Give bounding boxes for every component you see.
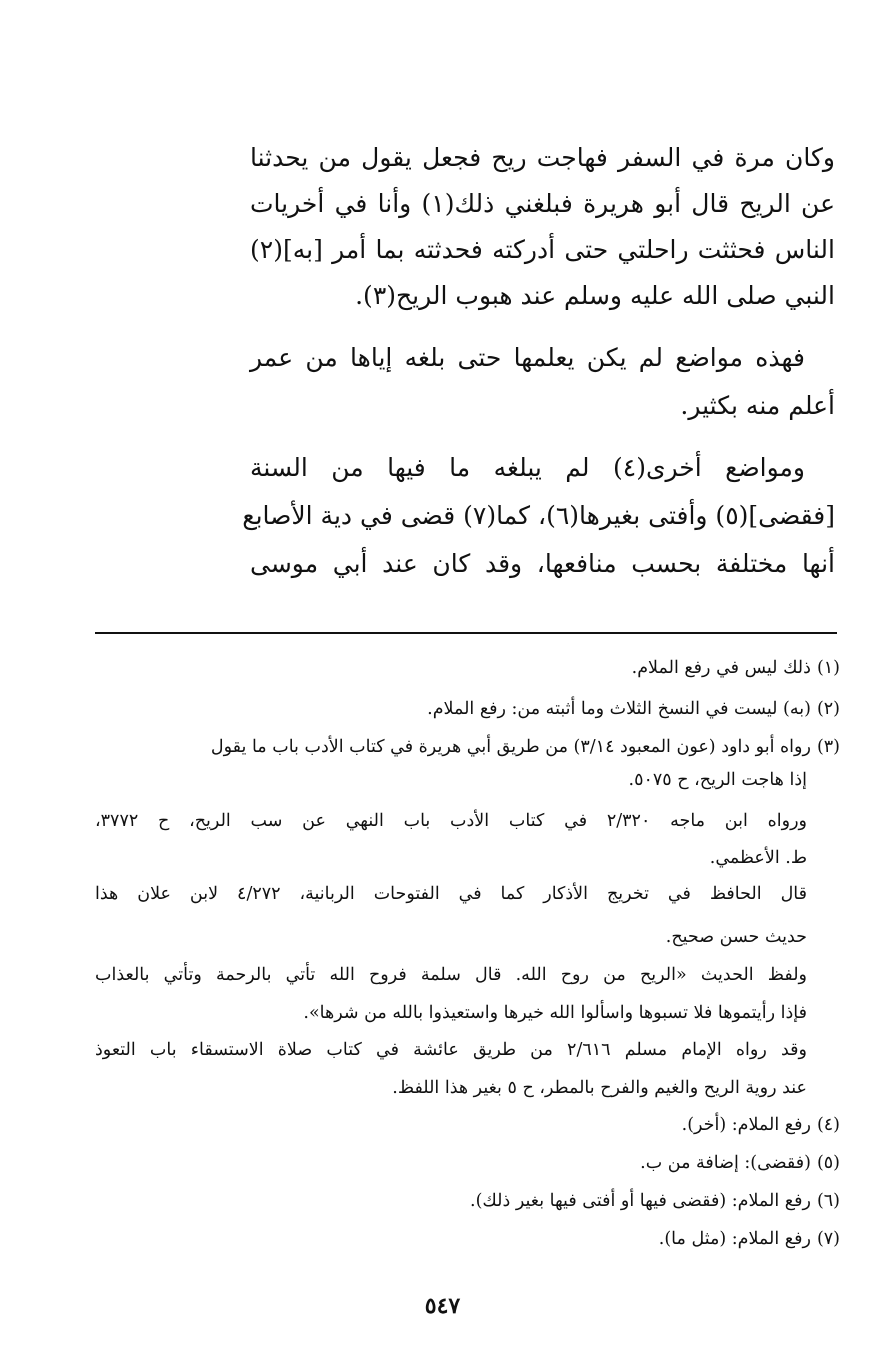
- footnote-number: (٦): [816, 1191, 840, 1211]
- body-line: فهذه مواضع لم يكن يعلمها حتى بلغه إياها من عمر: [250, 343, 805, 372]
- footnote-line: وقد رواه الإمام مسلم ٢/٦١٦ من طريق عائشة في كتاب صلاة الاستسقاء باب التعوذ: [95, 1040, 807, 1060]
- footnote-text: (فقضى): إضافة من ب.: [640, 1153, 811, 1173]
- footnote-text: رفع الملام: (فقضى فيها أو أفتى فيها بغير ذلك).: [470, 1191, 811, 1211]
- footnote-text: رفع الملام: (مثل ما).: [658, 1229, 811, 1249]
- footnote-number: (٧): [816, 1229, 840, 1249]
- footnote-number: (١): [816, 658, 840, 678]
- footnote-3: [95, 734, 840, 760]
- body-line: الناس فحثثت راحلتي حتى أدركته فحدثته بما أمر [به](٢): [250, 235, 835, 264]
- footnote-number: (٥): [816, 1153, 840, 1173]
- footnote-number: (٣): [816, 737, 840, 757]
- footnote-5: [95, 1150, 840, 1176]
- footnote-6: [95, 1188, 840, 1214]
- body-line: النبي صلى الله عليه وسلم عند هبوب الريح(٣).: [355, 281, 835, 310]
- footnote-text: (به) ليست في النسخ الثلاث وما أثبته من: رفع الملام.: [427, 699, 811, 719]
- footnote-1: [95, 655, 840, 681]
- footnote-7: [95, 1226, 840, 1252]
- footnote-line: عند روية الريح والغيم والفرح بالمطر، ح ٥ بغير هذا اللفظ.: [392, 1078, 807, 1098]
- body-line: ومواضع أخرى(٤) لم يبلغه ما فيها من السنة: [250, 453, 805, 482]
- footnote-line: قال الحافظ في تخريج الأذكار كما في الفتوحات الربانية، ٤/٢٧٢ لابن علان هذا: [95, 884, 807, 904]
- footnote-4: [95, 1112, 840, 1138]
- page-number: ٥٤٧: [424, 1293, 461, 1319]
- body-line: [فقضى](٥) وأفتى بغيرها(٦)، كما(٧) قضى في دية الأصابع: [242, 501, 835, 530]
- footnote-line: حديث حسن صحيح.: [665, 927, 807, 947]
- footnote-separator: [95, 632, 837, 634]
- footnote-line: ورواه ابن ماجه ٢/٣٢٠ في كتاب الأدب باب النهي عن سب الريح، ح ٣٧٧٢،: [95, 811, 807, 831]
- body-line: وكان مرة في السفر فهاجت ريح فجعل يقول من يحدثنا: [250, 143, 835, 172]
- footnote-2: [95, 696, 840, 722]
- footnote-number: (٢): [816, 699, 840, 719]
- footnote-line: ولفظ الحديث «الريح من روح الله. قال سلمة فروح الله تأتي بالرحمة وتأتي بالعذاب: [95, 965, 807, 985]
- footnote-line: ط. الأعظمي.: [709, 848, 807, 868]
- body-line: أعلم منه بكثير.: [680, 391, 835, 420]
- body-line: عن الريح قال أبو هريرة فبلغني ذلك(١) وأنا في أخريات: [250, 189, 836, 218]
- body-line: أنها مختلفة بحسب منافعها، وقد كان عند أبي موسى: [250, 549, 835, 578]
- footnote-line: إذا هاجت الريح، ح ٥٠٧٥.: [628, 770, 807, 790]
- footnote-number: (٤): [816, 1115, 840, 1135]
- footnote-text: رواه أبو داود (عون المعبود ٣/١٤) من طريق أبي هريرة في كتاب الأدب باب ما يقول: [210, 737, 811, 757]
- footnote-text: ذلك ليس في رفع الملام.: [631, 658, 811, 678]
- footnote-line: فإذا رأيتموها فلا تسبوها واسألوا الله خيرها واستعيذوا بالله من شرها».: [303, 1003, 807, 1023]
- footnote-text: رفع الملام: (أخر).: [681, 1115, 811, 1135]
